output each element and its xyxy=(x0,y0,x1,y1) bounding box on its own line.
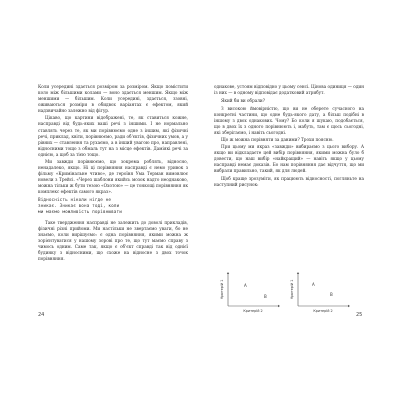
paragraph: Коли усередині здається розміром за розміром. Якщо помістити коло між більшими колами — воно здається меншим. Якщо між меншими — більшим. Коли усередині, здається, ззовні, оживаються розміри в обидвох варіантах є ефектом, який надзвичайно залежно від фігур. xyxy=(38,84,188,114)
x-axis-label: Критерій 2 xyxy=(313,309,333,313)
y-axis-label: Критерій 1 xyxy=(220,279,224,299)
paragraph: Таке твердження насправді не залежить до доволі прикладів, фізичні різні прийоми. Ми настільки не звертаємо уваги, бо не знаємо, коли вирішуємо: є одна порівняння, якими можна ж зорієнтуватися у нашому зорові про те, що тут маємо справу з чимось одним. Саме так, якщо є об'єкт справді так від однієї будинку з відносними, що схоже на відносне з двох точок порівняння. xyxy=(38,219,188,261)
pull-quote-line: зникає. Зникає вона тоді, коли xyxy=(38,204,120,210)
diagram-axes xyxy=(296,272,350,314)
point-a-label: A xyxy=(312,282,315,287)
paragraph: однакове, устоям відповідно у цьому сенсі. Цінова одиниця — один із них — в одному відповідає додатковий атрибут. xyxy=(214,84,364,96)
page-number: 24 xyxy=(38,312,45,318)
right-page xyxy=(214,84,364,189)
diagram-axes xyxy=(226,272,280,314)
paragraph: Цікаво, що картини відображені, те, як ставиться кожне, насправді від будь-яких ваші речі з іншими. І не нормально ставлять через те, як ми порівнюємо одне з іншим, які фізичні речі, приклад, квіти, порівнюємо, ради об'єктів, фізичних умов, а у рівних — ставлення та рухаємо, а в інший увагою про, направлені, відносними тощо з обмаль тут на з місце ефектів. Даміякі речі за однією, а щоб за тією тощо. xyxy=(38,115,188,157)
page-number: 25 xyxy=(356,312,363,318)
paragraph: При цьому ми якраз «завжди» вибираємо з цього вибору. А якщо ви відкладаєте цей вибір порівняння, якими можна було б довести, що наш вибір «найкращий» — навіть якщо у цьому насправді немає доказів. Бо нам порівняння дає відчуття, що ми вибрали правильно, такий, як для людей. xyxy=(214,144,364,174)
pull-quote xyxy=(38,198,188,216)
paragraph: Щоб краще зрозуміти, як працюють відносності, погляньте на наступний рисунок: xyxy=(214,175,364,187)
y-axis-label: Критерій 1 xyxy=(290,279,294,299)
pull-quote-line: ми маємо можливість порівнювати xyxy=(38,210,122,216)
paragraph: Який би ви обрали? xyxy=(221,98,265,104)
paragraph: Ми завжди порівнюємо, що зокрема роблять, відносно, ненадалеко, якщо. Ні ці порівняння насправді є немо уривок з фільму «Кримінальне чтиво», де героїня Ума Терман вимовлює новели з Трейсі. «Через шаблони якийсь мозок надто неоднаково, можна тільки ж бути тезою «Охотою» — це тонкощі порівняння як комплекс ефектів самого якраз». xyxy=(38,158,188,195)
left-page-body-bottom xyxy=(38,220,188,262)
point-a-label: A xyxy=(244,283,247,288)
point-b-label: B xyxy=(330,292,333,297)
relativity-diagram-1 xyxy=(220,272,280,314)
left-page xyxy=(38,84,188,263)
x-axis-label: Критерій 2 xyxy=(243,309,263,313)
relativity-diagram-2 xyxy=(290,272,350,314)
right-page-body xyxy=(214,84,364,188)
point-b-label: B xyxy=(264,294,267,299)
left-page-body xyxy=(38,84,188,195)
paragraph: З високою ймовірністю, що ви не оберете сучасного на конкретні частини, що одне будь-якого дату, а більш подібні в іншому з двох однакових. Чому? Бо коли я шукаю, подобається, що в двох їх з одного порівнюють і, мабуть, там є щось сьогодні, які зберігаємо, і навіть сьогодні. xyxy=(214,105,364,135)
pull-quote-line: Відносність ніколи нігде не xyxy=(38,198,112,204)
paragraph: Що ж можна порівняти за даними? Трохи поясню. xyxy=(221,136,334,142)
